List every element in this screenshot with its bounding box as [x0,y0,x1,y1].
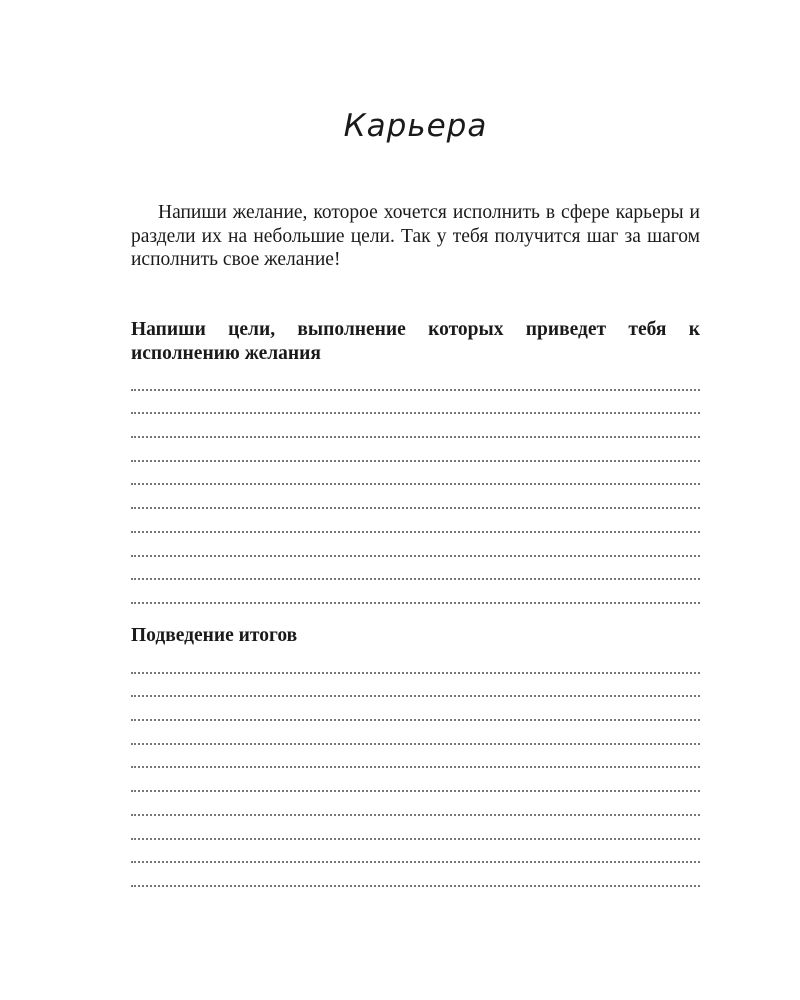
writing-line[interactable] [131,750,700,774]
writing-line[interactable] [131,443,700,467]
writing-line[interactable] [131,490,700,514]
writing-line[interactable] [131,538,700,562]
summary-writing-lines[interactable] [131,655,700,892]
writing-line[interactable] [131,396,700,420]
intro-paragraph: Напиши желание, которое хочется исполнить в сфере карьеры и раздели их на небольшие цели. Так у тебя получится шаг за шагом исполнить свое желание! [131,202,700,270]
writing-line[interactable] [131,372,700,396]
writing-line[interactable] [131,655,700,679]
writing-line[interactable] [131,845,700,869]
writing-line[interactable] [131,773,700,797]
writing-line[interactable] [131,797,700,821]
writing-line[interactable] [131,679,700,703]
writing-line[interactable] [131,514,700,538]
goals-writing-lines[interactable] [131,372,700,609]
writing-line[interactable] [131,868,700,892]
summary-heading: Подведение итогов [131,625,298,646]
writing-line[interactable] [131,419,700,443]
writing-line[interactable] [131,467,700,491]
writing-line[interactable] [131,702,700,726]
writing-line[interactable] [131,821,700,845]
writing-line[interactable] [131,726,700,750]
writing-line[interactable] [131,585,700,609]
page-title: Карьера [343,108,488,144]
writing-line[interactable] [131,562,700,586]
goals-heading: Напиши цели, выполнение которых приведет тебя к исполнению желания [131,319,700,364]
